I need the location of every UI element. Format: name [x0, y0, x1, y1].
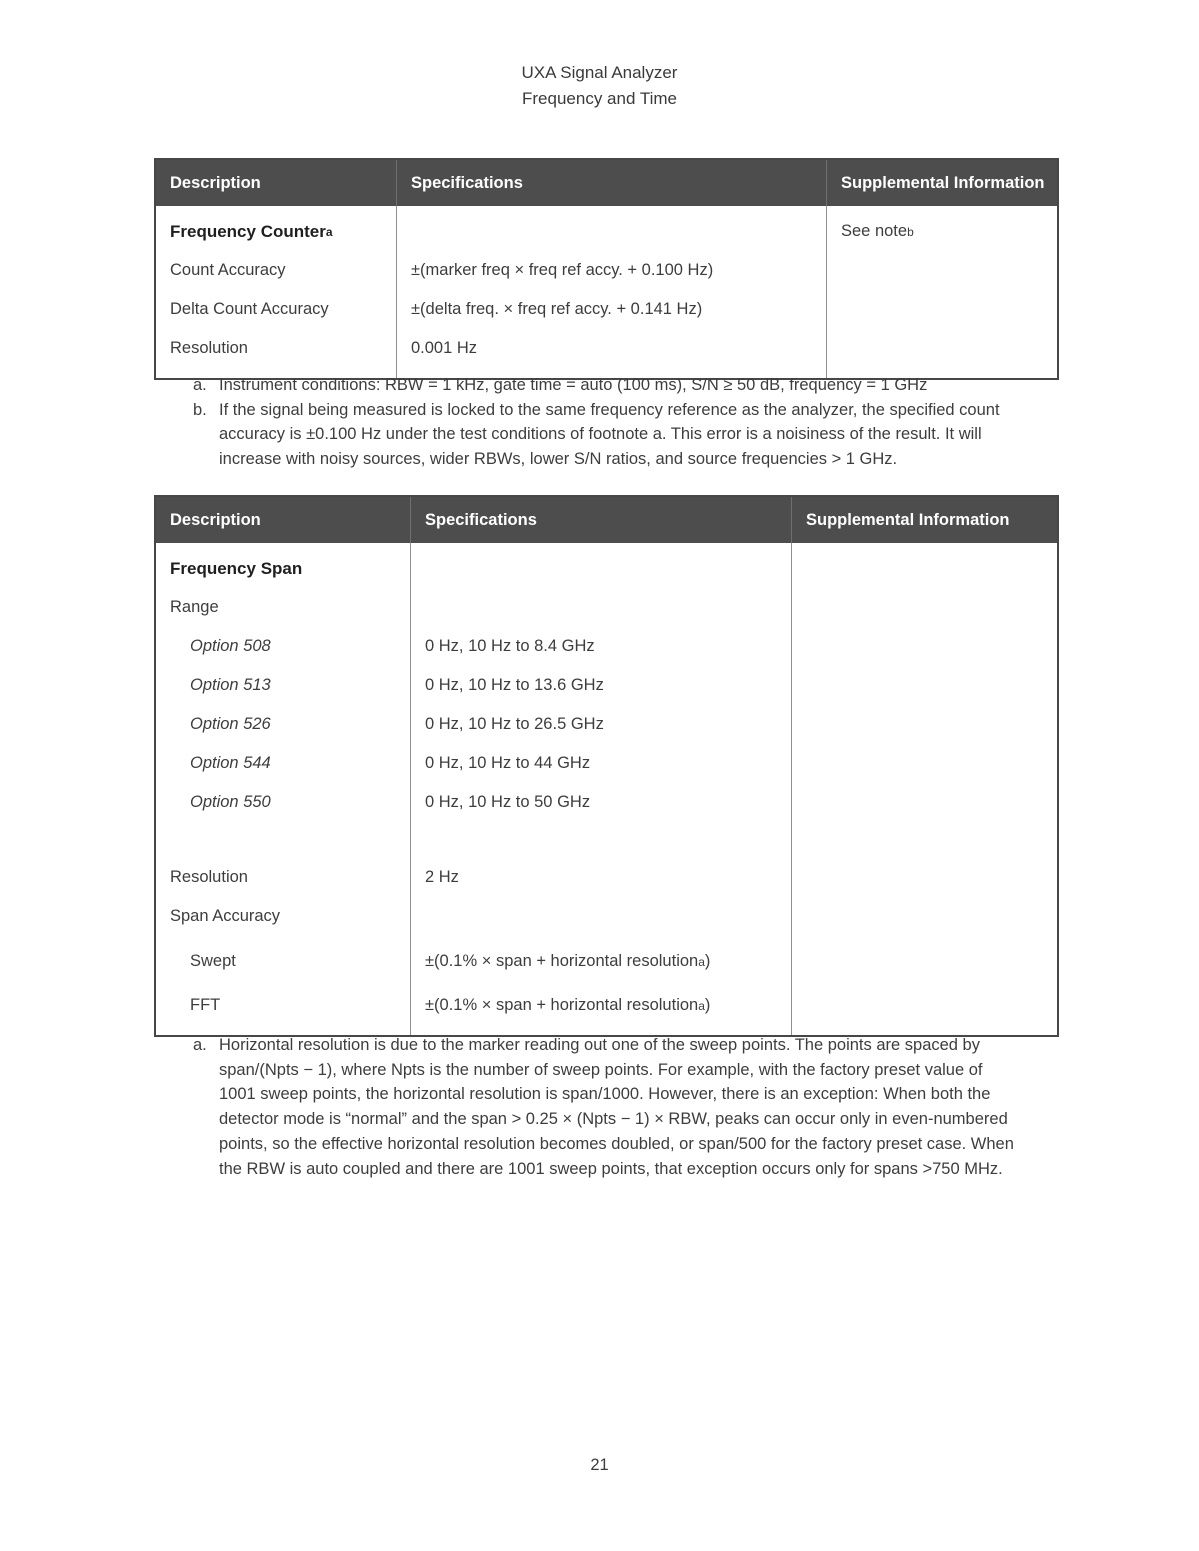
spec-cell: 0.001 Hz — [396, 329, 826, 368]
desc-cell: Resolution — [170, 868, 248, 886]
supp-cell — [791, 549, 1057, 588]
page-number: 21 — [590, 1456, 609, 1474]
spec-cell — [410, 549, 791, 588]
footnote-marker: a. — [193, 1036, 207, 1054]
table-row — [156, 783, 1057, 822]
table-header-row — [156, 497, 1057, 543]
column-header-supplemental: Supplemental Information — [791, 497, 1057, 543]
desc-text: Frequency Counter — [170, 221, 326, 241]
supp-cell — [791, 588, 1057, 627]
supp-text: See note — [841, 222, 908, 240]
desc-cell: Resolution — [170, 339, 248, 357]
supp-cell — [791, 858, 1057, 897]
table-header-row — [156, 160, 1057, 206]
desc-cell: Swept — [190, 952, 236, 970]
spec-text-tail: ) — [704, 996, 711, 1014]
spec-text-tail: ) — [704, 952, 711, 970]
spec-cell — [410, 588, 791, 627]
frequency-span-table — [154, 495, 1059, 1037]
spec-cell — [396, 212, 826, 251]
footnotes-table2 — [193, 1033, 1014, 1181]
desc-cell: Frequency Counter a — [170, 221, 333, 241]
spec-cell: ±(0.1% × span + horizontal resolution a ) — [410, 942, 791, 981]
footnote-marker: b. — [193, 400, 207, 419]
table-row — [156, 744, 1057, 783]
table-row — [156, 627, 1057, 666]
spec-cell: ±(0.1% × span + horizontal resolution a ) — [410, 986, 791, 1025]
spec-cell: 0 Hz, 10 Hz to 8.4 GHz — [410, 627, 791, 666]
column-header-specifications: Specifications — [410, 497, 791, 543]
table-row — [156, 212, 1057, 251]
footnote-marker: a. — [193, 376, 207, 394]
table-row — [156, 942, 1057, 981]
table-row — [156, 897, 1057, 936]
spec-cell: 2 Hz — [410, 858, 791, 897]
desc-cell: Delta Count Accuracy — [170, 300, 329, 318]
table-row — [156, 858, 1057, 897]
supp-cell — [791, 705, 1057, 744]
spec-cell: 0 Hz, 10 Hz to 50 GHz — [410, 783, 791, 822]
supp-cell — [791, 783, 1057, 822]
footnotes-table1 — [193, 373, 1001, 472]
column-header-specifications: Specifications — [396, 160, 826, 206]
desc-cell: Option 513 — [190, 676, 271, 694]
column-header-description: Description — [156, 497, 410, 543]
spec-cell: ±(marker freq × freq ref accy. + 0.100 Hz) — [396, 251, 826, 290]
desc-cell: Option 526 — [190, 715, 271, 733]
table-row-spacer — [156, 822, 1057, 858]
table-row — [156, 251, 1057, 290]
desc-cell: Option 508 — [190, 637, 271, 655]
table-row — [156, 290, 1057, 329]
supp-cell — [826, 290, 1057, 329]
table-row — [156, 588, 1057, 627]
supp-cell — [791, 897, 1057, 936]
doc-title: UXA Signal Analyzer — [521, 63, 678, 82]
spec-cell: 0 Hz, 10 Hz to 44 GHz — [410, 744, 791, 783]
spec-text: ±(0.1% × span + horizontal resolution — [425, 996, 699, 1014]
supp-cell: See note b — [826, 212, 1057, 251]
table-row — [156, 549, 1057, 588]
table-body — [156, 206, 1057, 378]
footnote — [193, 398, 1001, 472]
supp-cell — [791, 986, 1057, 1025]
spec-cell — [410, 897, 791, 936]
column-header-description: Description — [156, 160, 396, 206]
footnote — [193, 373, 1001, 398]
footnote-text: Horizontal resolution is due to the marker reading out one of the sweep points. The points are spaced by span/(Npts − 1), where Npts is the number of sweep points. For example, with the factory preset value of 1001 sweep points, the horizontal resolution is span/1000. However, there is an exception: When both the detector mode is “normal” and the span > 0.25 × (Npts − 1) × RBW, peaks can occur only in even-numbered points, so the effective horizontal resolution becomes doubled, or span/500 for the factory preset case. When the RBW is auto coupled and there are 1001 sweep points, that exception occurs only for spans >750 MHz. — [219, 1036, 1014, 1178]
supp-cell — [791, 744, 1057, 783]
spec-cell: ±(delta freq. × freq ref accy. + 0.141 Hz) — [396, 290, 826, 329]
footnote — [193, 1033, 1014, 1181]
spec-cell: 0 Hz, 10 Hz to 13.6 GHz — [410, 666, 791, 705]
column-header-supplemental: Supplemental Information — [826, 160, 1057, 206]
running-header — [0, 60, 1199, 112]
desc-cell: Frequency Span — [170, 558, 303, 578]
desc-cell: Range — [170, 598, 219, 616]
table-body — [156, 543, 1057, 1035]
spec-cell: 0 Hz, 10 Hz to 26.5 GHz — [410, 705, 791, 744]
frequency-counter-table — [154, 158, 1059, 380]
supp-cell — [826, 251, 1057, 290]
supp-cell — [791, 627, 1057, 666]
supp-cell — [791, 666, 1057, 705]
spec-text: ±(0.1% × span + horizontal resolution — [425, 952, 699, 970]
table-row — [156, 705, 1057, 744]
desc-cell: Option 550 — [190, 793, 271, 811]
table-row — [156, 329, 1057, 368]
table-row — [156, 666, 1057, 705]
desc-cell: Count Accuracy — [170, 261, 286, 279]
supp-cell — [826, 329, 1057, 368]
supp-cell — [791, 942, 1057, 981]
desc-cell: Span Accuracy — [170, 907, 281, 925]
footnote-text: Instrument conditions: RBW = 1 kHz, gate time = auto (100 ms), S/N ≥ 50 dB, frequency = 1 GHz — [219, 376, 928, 394]
footnote-text: If the signal being measured is locked to the same frequency reference as the analyzer, the specified count accuracy is ±0.100 Hz under the test conditions of footnote a. This error is a noisiness of the result. It will increase with noisy sources, wider RBWs, lower S/N ratios, and source frequencies > 1 GHz. — [219, 400, 1000, 469]
desc-cell: FFT — [190, 996, 221, 1014]
table-row — [156, 986, 1057, 1025]
doc-subtitle: Frequency and Time — [522, 89, 677, 108]
desc-cell: Option 544 — [190, 754, 271, 772]
